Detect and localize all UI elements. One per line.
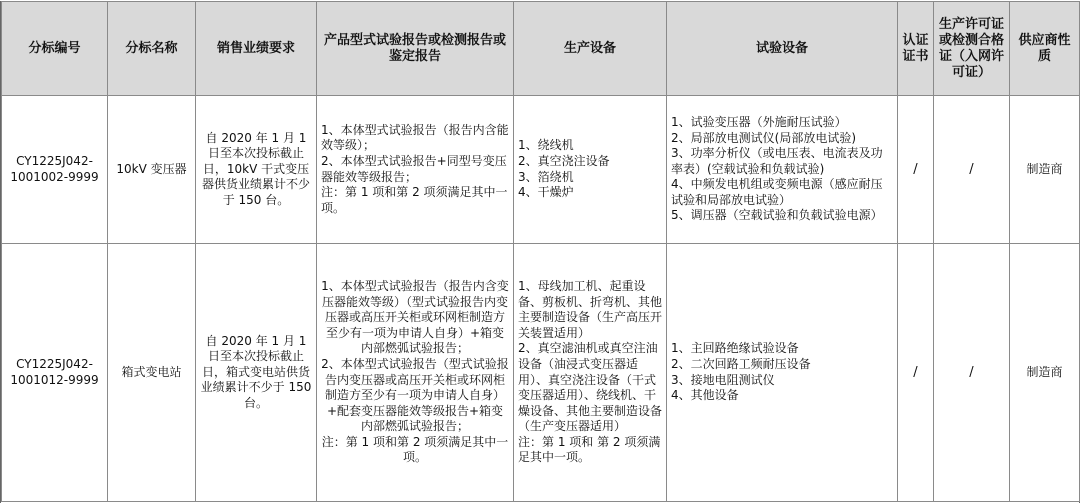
header-row xyxy=(2,2,1080,96)
report-item: 2、本体型式试验报告+同型号变压器能效等级报告； xyxy=(321,153,507,184)
production-cell xyxy=(514,96,667,244)
header-license: 生产许可证或检测合格证（入网许可证） xyxy=(934,2,1010,96)
code-cell: CY1225J042-1001002-9999 xyxy=(2,96,108,244)
production-item: 1、母线加工机、起重设备、剪板机、折弯机、其他主要制造设备（生产高压开关装置适用） xyxy=(518,278,663,340)
name-cell: 10kV 变压器 xyxy=(108,96,196,244)
table-row xyxy=(2,96,1080,244)
report-item: 2、本体型式试验报告（型式试验报告内变压器或高压开关柜或环网柜制造方至少有一项为申请人自身）+配套变压器能效等级报告+箱变内部燃弧试验报告； xyxy=(321,356,509,434)
header-report: 产品型式试验报告或检测报告或鉴定报告 xyxy=(317,2,514,96)
header-code: 分标编号 xyxy=(2,2,108,96)
sales-cell: 自 2020 年 1 月 1 日至本次投标截止日，10kV 干式变压器供货业绩累计不少于 150 台。 xyxy=(196,96,317,244)
name-cell: 箱式变电站 xyxy=(108,244,196,502)
supplier-cell: 制造商 xyxy=(1010,96,1080,244)
production-item: 3、箔绕机 xyxy=(518,169,574,184)
sales-cell: 自 2020 年 1 月 1 日至本次投标截止日，箱式变电站供货业绩累计不少于 150 台。 xyxy=(196,244,317,502)
report-item: 1、本体型式试验报告（报告内含变压器能效等级）（型式试验报告内变压器或高压开关柜或环网柜制造方至少有一项为申请人自身）+箱变内部燃弧试验报告； xyxy=(321,278,509,356)
testing-item: 1、试验变压器（外施耐压试验） xyxy=(671,114,847,129)
testing-item: 2、局部放电测试仪(局部放电试验) xyxy=(671,130,856,145)
header-supplier: 供应商性质 xyxy=(1010,2,1080,96)
header-cert: 认证证书 xyxy=(898,2,934,96)
code-cell: CY1225J042-1001012-9999 xyxy=(2,244,108,502)
requirements-table xyxy=(1,1,1080,502)
report-note: 注：第 1 项和第 2 项须满足其中一项。 xyxy=(321,434,509,465)
testing-item: 2、二次回路工频耐压设备 xyxy=(671,356,811,371)
table-row xyxy=(2,244,1080,502)
testing-item: 4、中频发电机组或变频电源（感应耐压试验和局部放电试验） xyxy=(671,177,883,207)
testing-item: 1、主回路绝缘试验设备 xyxy=(671,341,799,356)
header-sales: 销售业绩要求 xyxy=(196,2,317,96)
production-item: 2、真空滤油机或真空注油设备（油浸式变压器适用）、真空浇注设备（干式变压器适用）、绕线机、干燥设备、其他主要制造设备（生产变压器适用） xyxy=(518,341,663,434)
header-name: 分标名称 xyxy=(108,2,196,96)
testing-item: 3、接地电阻测试仪 xyxy=(671,372,775,387)
report-cell xyxy=(317,96,514,244)
production-note: 注：第 1 项和 第 2 项须满足其中一项。 xyxy=(518,434,661,465)
header-production: 生产设备 xyxy=(514,2,667,96)
report-cell xyxy=(317,244,514,502)
testing-item: 5、调压器（空载试验和负载试验电源） xyxy=(671,208,883,223)
supplier-cell: 制造商 xyxy=(1010,244,1080,502)
production-item: 2、真空浇注设备 xyxy=(518,153,610,168)
production-item: 4、干燥炉 xyxy=(518,185,574,200)
testing-cell xyxy=(667,244,898,502)
license-cell: / xyxy=(934,96,1010,244)
cert-cell: / xyxy=(898,96,934,244)
report-note: 注：第 1 项和第 2 项须满足其中一项。 xyxy=(321,185,508,215)
report-item: 1、本体型式试验报告（报告内含能效等级）； xyxy=(321,122,509,153)
production-item: 1、绕线机 xyxy=(518,138,574,153)
testing-cell xyxy=(667,96,898,244)
license-cell: / xyxy=(934,244,1010,502)
testing-item: 4、其他设备 xyxy=(671,388,739,403)
header-testing: 试验设备 xyxy=(667,2,898,96)
cert-cell: / xyxy=(898,244,934,502)
production-cell xyxy=(514,244,667,502)
requirements-table-container xyxy=(0,1,1080,503)
testing-item: 3、功率分析仪（或电压表、电流表及功率表）(空载试验和负载试验) xyxy=(671,146,883,176)
